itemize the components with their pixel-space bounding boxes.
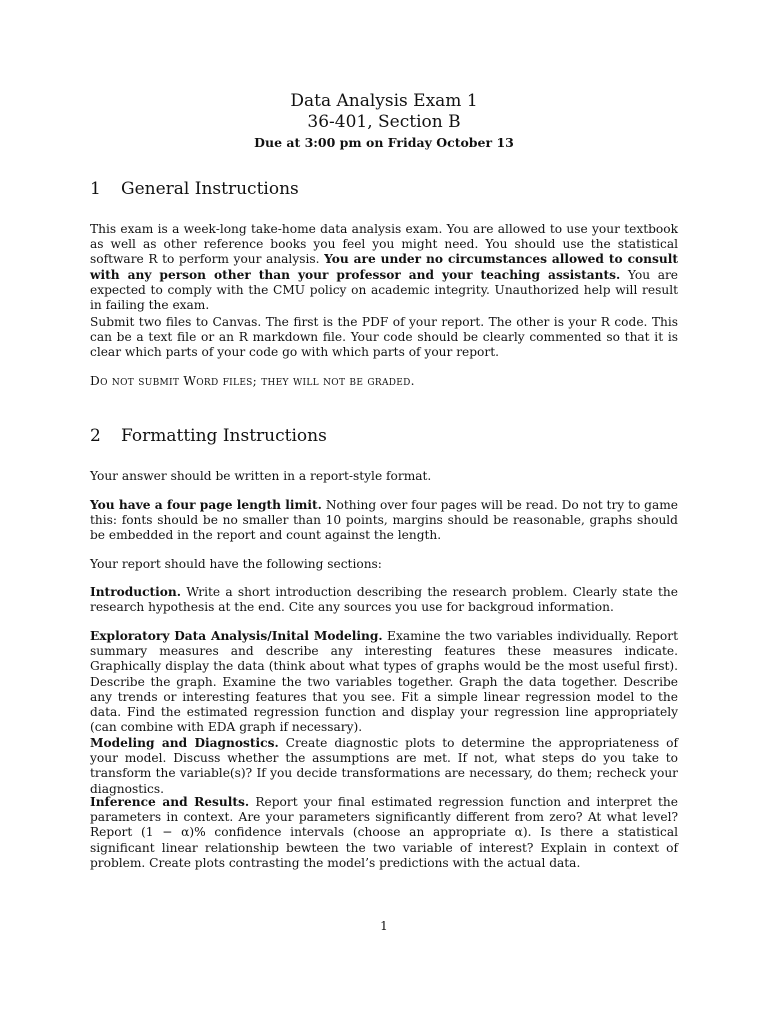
eda-paragraph [90,629,678,735]
introduction-paragraph [90,585,678,615]
text-run: Report your final estimated regression function and interpret the parameters in context. Are your parameters significantly different from zero? At what level? Report (1 − α)% confidence intervals (choose an appropriate α). Is there a statistical significant linear relationship bewteen the two variable of interest? Explain in context of problem. Create plots contrasting the model’s predictions with the actual data. [90,795,678,870]
diagnostics-paragraph [90,736,678,797]
section-2-title: Formatting Instructions [121,426,327,446]
section-2-heading [90,425,327,447]
text-run: This exam is a week-long take-home data analysis exam. You are allowed to use your textbook as well as other reference books you feel you might need. You should use the statistical software R to perform your analysis. [90,222,678,267]
text-run: Write a short introduction describing the research problem. Clearly state the research hypothesis at the end. Cite any sources you use for backgroud information. [90,585,678,615]
section-2-paragraph-1: Your answer should be written in a report-style format. [90,469,432,483]
bold-text-run: Modeling and Diagnostics. [90,736,279,750]
section-1-number: 1 [90,179,101,199]
text-run: Examine the two variables individually. Report summary measures and describe any interesting features these measures indicate. Graphically display the data (think about what types of graphs would be the most useful first). Describe the graph. Examine the two variables together. Graph the data together. Describe any trends or interesting features that you see. Fit a simple linear regression model to the data. Find the estimated regression function and display your regression line appropriately (can combine with EDA graph if necessary). [90,629,678,735]
due-date: Due at 3:00 pm on Friday October 13 [254,135,514,150]
bold-text-run: Introduction. [90,585,182,599]
page-number: 1 [380,919,388,933]
section-1-paragraph-1 [90,222,678,313]
section-2-paragraph-3: Your report should have the following sections: [90,557,382,571]
text-run: Create diagnostic plots to determine the appropriateness of your model. Discuss whether the assumptions are met. If not, what steps do you take to transform the variable(s)? If you decide transformations are necessary, do them; recheck your diagnostics. [90,736,679,796]
section-1-title: General Instructions [121,179,299,199]
title-block [90,90,678,151]
section-1-paragraph-2: Submit two files to Canvas. The first is the PDF of your report. The other is your R code. This can be a text file or an R markdown file. Your code should be clearly commented so that it is clear which parts of your code go with which parts of your report. [90,315,678,360]
bold-text-run: Inference and Results. [90,795,250,809]
text-run: You are expected to comply with the CMU policy on academic integrity. Unauthorized help will result in failing the exam. [90,267,679,313]
inference-paragraph [90,795,678,871]
section-2-number: 2 [90,426,101,446]
document-subtitle: 36-401, Section B [307,112,461,132]
bold-text-run: You have a four page length limit. [90,498,322,512]
text-run: Nothing over four pages will be read. Do not try to game this: fonts should be no smaller than 10 points, margins should be reasonable, graphs should be embedded in the report and count against the length. [90,498,679,543]
section-1-heading [90,178,299,200]
section-1-paragraph-3: Do not submit Word files; they will not be graded. [90,374,415,388]
bold-text-run: Exploratory Data Analysis/Inital Modeling. [90,629,383,643]
document-title: Data Analysis Exam 1 [290,91,478,111]
bold-text-run: You are under no circumstances allowed to consult with any person other than your professor and your teaching assistants. [90,252,678,282]
section-2-paragraph-2 [90,498,678,544]
